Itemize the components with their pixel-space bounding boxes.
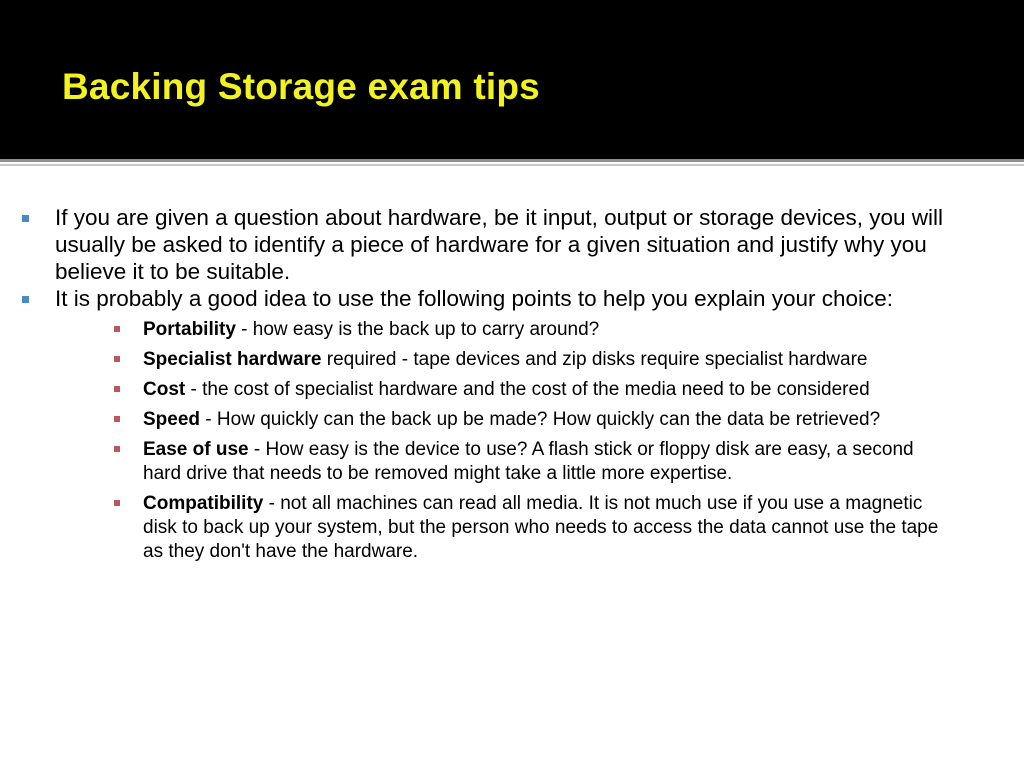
- sub-bullet-text: - How easy is the device to use? A flash stick or floppy disk are easy, a second hard drive that needs to be removed might take a little more expertise.: [143, 439, 914, 484]
- square-bullet-icon: [114, 356, 120, 362]
- sub-bullet-text: - not all machines can read all media. It is not much use if you use a magnetic disk to back up your system, but the person who needs to access the data cannot use the tape as they don't have the hardware.: [143, 493, 939, 562]
- title-divider-line: [0, 159, 1024, 162]
- sub-bullet-text: - How quickly can the back up be made? How quickly can the data be retrieved?: [200, 409, 881, 430]
- square-bullet-icon: [114, 500, 120, 506]
- bullet-item: [0, 204, 1024, 285]
- sub-bullet-text: - how easy is the back up to carry around?: [235, 319, 600, 340]
- sub-bullet-item-portability: [55, 318, 964, 342]
- sub-bullet-text: required - tape devices and zip disks require specialist hardware: [321, 349, 868, 370]
- bullet-text: It is probably a good idea to use the following points to help you explain your choice:: [55, 286, 894, 311]
- square-bullet-icon: [114, 326, 120, 332]
- sub-bullet-item-cost: [55, 378, 964, 402]
- square-bullet-icon: [22, 296, 29, 303]
- sub-bullet-item-ease-of-use: [55, 438, 964, 486]
- bullet-list: [0, 204, 1024, 564]
- square-bullet-icon: [114, 416, 120, 422]
- square-bullet-icon: [114, 446, 120, 452]
- sub-bullet-item-specialist-hardware: [55, 348, 964, 372]
- sub-bullet-item-compatibility: [55, 492, 964, 564]
- bullet-item: [0, 285, 1024, 564]
- sub-bullet-item-speed: [55, 408, 964, 432]
- square-bullet-icon: [22, 215, 29, 222]
- sub-bullet-term: Compatibility: [143, 493, 264, 514]
- title-divider-line-secondary: [0, 164, 1024, 166]
- sub-bullet-term: Cost: [143, 379, 186, 400]
- square-bullet-icon: [114, 386, 120, 392]
- sub-bullet-list: [55, 318, 964, 564]
- sub-bullet-term: Speed: [143, 409, 201, 430]
- sub-bullet-term: Ease of use: [143, 439, 249, 460]
- bullet-text: If you are given a question about hardware, be it input, output or storage devices, you will usually be asked to identify a piece of hardware for a given situation and justify why you believe it to be suitable.: [55, 205, 944, 284]
- slide-title: Backing Storage exam tips: [62, 66, 540, 107]
- sub-bullet-term: Portability: [143, 319, 236, 340]
- sub-bullet-term: Specialist hardware: [143, 349, 322, 370]
- slide-content: [0, 204, 1024, 570]
- sub-bullet-text: - the cost of specialist hardware and the cost of the media need to be considered: [185, 379, 870, 400]
